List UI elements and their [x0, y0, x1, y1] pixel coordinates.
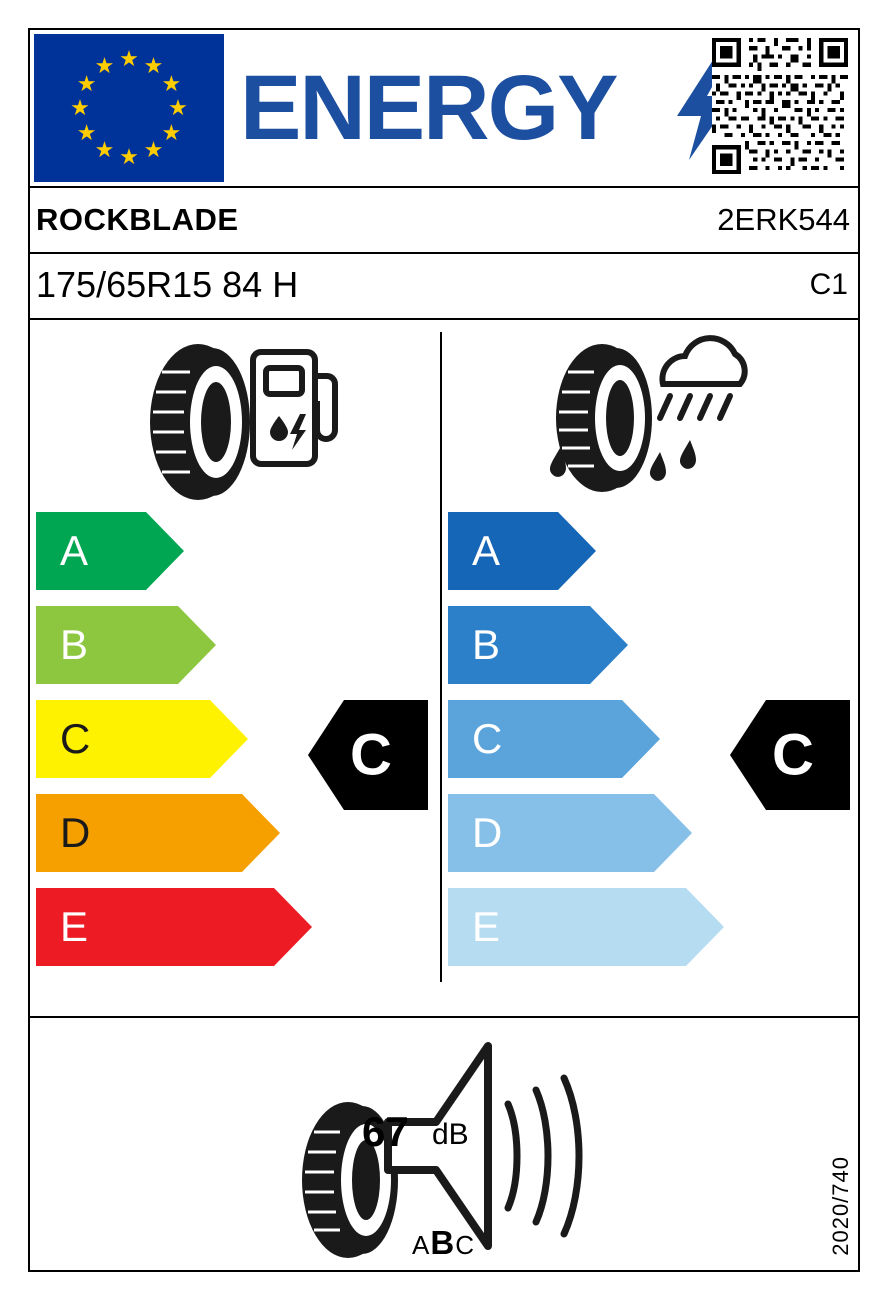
- wet-class-b: [448, 606, 628, 684]
- wet-class-e: [448, 888, 724, 966]
- size-row: [30, 256, 858, 320]
- eu-star-icon: ★: [70, 95, 90, 120]
- fuel-pump-tyre-icon: [120, 330, 350, 510]
- wet-grade-letter: C: [772, 722, 814, 788]
- noise-class-a: A: [412, 1230, 431, 1260]
- class-letter: A: [472, 527, 501, 574]
- supplier-code: 2ERK544: [717, 202, 850, 237]
- eu-star-icon: ★: [76, 119, 97, 145]
- wet-class-d: [448, 794, 692, 872]
- noise-panel: [30, 1020, 858, 1270]
- noise-divider: [30, 1016, 858, 1018]
- noise-class-scale: [412, 1224, 475, 1262]
- class-letter: D: [60, 809, 91, 856]
- label-header: [30, 30, 858, 188]
- eu-star-icon: ★: [168, 95, 188, 120]
- class-letter: B: [60, 621, 89, 668]
- fuel-grade-letter: C: [350, 722, 392, 788]
- size-divider: [30, 318, 858, 320]
- qr-code-icon: [712, 38, 848, 174]
- tyre-class: C1: [809, 268, 848, 301]
- eu-star-icon: ★: [161, 70, 182, 96]
- brand-row: [30, 190, 858, 252]
- eu-star-icon: ★: [94, 52, 115, 78]
- fuel-class-b: [36, 606, 216, 684]
- eu-flag-icon: [34, 34, 224, 182]
- noise-class-b: B: [430, 1224, 456, 1261]
- class-letter: B: [472, 621, 501, 668]
- fuel-efficiency-panel: [30, 322, 440, 1008]
- class-letter: E: [472, 903, 501, 950]
- eu-star-icon: ★: [119, 144, 139, 169]
- eu-star-icon: ★: [143, 137, 164, 163]
- eu-star-icon: ★: [94, 137, 115, 163]
- class-letter: A: [60, 527, 89, 574]
- rain-cloud-tyre-icon: [532, 330, 772, 510]
- wet-class-a: [448, 512, 596, 590]
- fuel-grade-badge: [308, 700, 428, 810]
- fuel-class-c: [36, 700, 248, 778]
- header-divider: [30, 186, 858, 188]
- eu-star-icon: ★: [119, 46, 139, 71]
- class-letter: E: [60, 903, 89, 950]
- brand-name: ROCKBLADE: [36, 202, 239, 237]
- noise-value: 67: [362, 1108, 409, 1155]
- eu-star-icon: ★: [161, 119, 182, 145]
- wet-class-c: [448, 700, 660, 778]
- tyre-size: 175/65R15 84 H: [36, 264, 299, 305]
- wet-grip-panel: [442, 322, 852, 1008]
- noise-class-c: C: [455, 1230, 475, 1260]
- energy-title: ENERGY: [240, 57, 617, 159]
- fuel-class-a: [36, 512, 184, 590]
- noise-unit: dB: [432, 1118, 469, 1151]
- fuel-class-e: [36, 888, 312, 966]
- wet-grade-badge: [730, 700, 850, 810]
- grade-area: [30, 322, 858, 1008]
- eu-star-icon: ★: [143, 52, 164, 78]
- class-letter: C: [60, 715, 91, 762]
- eu-star-icon: ★: [76, 70, 97, 96]
- regulation-code: 2020/740: [828, 1156, 853, 1256]
- class-letter: C: [472, 715, 503, 762]
- class-letter: D: [472, 809, 503, 856]
- brand-divider: [30, 252, 858, 254]
- fuel-class-d: [36, 794, 280, 872]
